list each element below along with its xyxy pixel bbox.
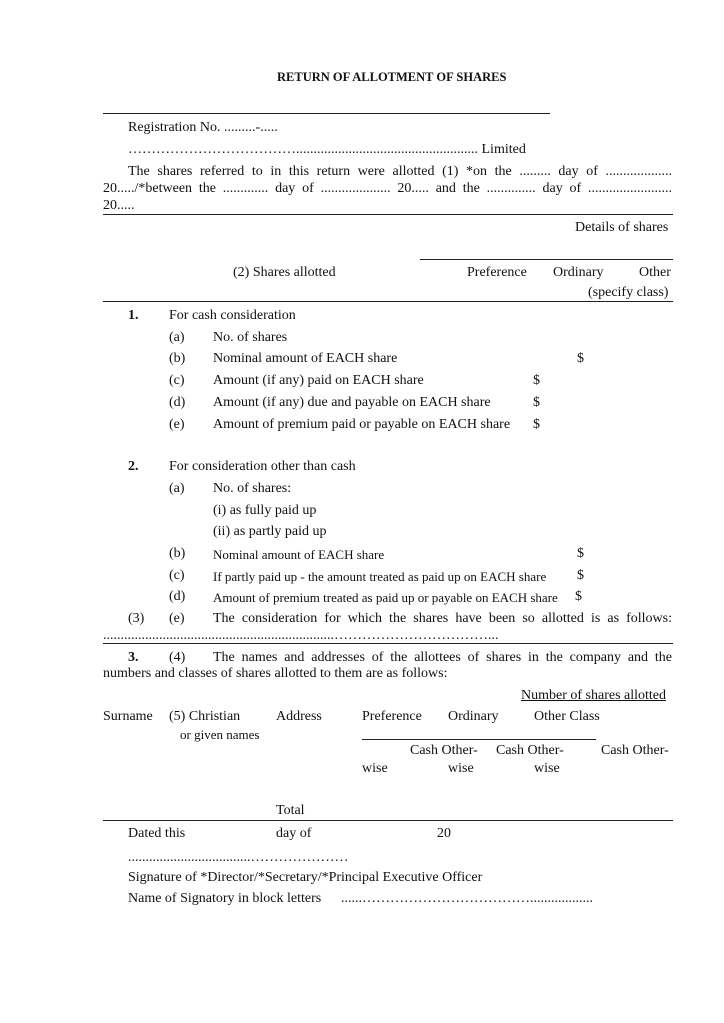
- cash-otherwise-ordinary: Cash Other-: [496, 743, 564, 758]
- dollar-sign: $: [577, 351, 584, 366]
- year-prefix: 20: [437, 826, 451, 841]
- item-letter: (d): [169, 395, 186, 410]
- section-2-number: 2.: [128, 459, 139, 474]
- item-letter: (e): [169, 417, 185, 432]
- dated-this-label: Dated this: [128, 826, 186, 841]
- column-specify-class: (specify class): [588, 285, 669, 300]
- item-letter: (a): [169, 330, 185, 345]
- divider-details: [103, 214, 673, 215]
- footnote-4-ref: (4): [169, 650, 186, 665]
- signature-line: ...................................…………………: [128, 850, 349, 865]
- day-of-label: day of: [276, 826, 312, 841]
- signature-label: Signature of *Director/*Secretary/*Principal Executive Officer: [128, 870, 483, 885]
- dollar-sign: $: [577, 568, 584, 583]
- item-letter: (d): [169, 589, 186, 604]
- signatory-name-line: ......………………………………..................: [341, 891, 593, 906]
- dollar-sign: $: [533, 395, 540, 410]
- wise-preference: wise: [362, 761, 388, 776]
- column-ordinary: Ordinary: [448, 709, 499, 724]
- divider-table-head: [103, 301, 673, 302]
- section-3-number: 3.: [128, 650, 139, 665]
- item-text: Amount (if any) paid on EACH share: [213, 373, 424, 388]
- divider-section-3: [103, 643, 673, 644]
- footnote-3-ref: (3): [128, 611, 145, 626]
- wise-ordinary: wise: [448, 761, 474, 776]
- item-letter: (b): [169, 351, 186, 366]
- item-text: No. of shares: [213, 330, 288, 345]
- intro-line-1: The shares referred to in this return were allotted (1) *on the ......... day of ...................: [128, 164, 672, 179]
- number-of-shares-allotted: Number of shares allotted: [521, 688, 667, 703]
- intro-line-2: 20...../*between the ............. day of .................... 20..... and the .............. day of ........................: [103, 181, 672, 196]
- wise-other: wise: [534, 761, 560, 776]
- consideration-dots: ..................................................................……………………………...: [103, 628, 499, 643]
- column-preference: Preference: [362, 709, 422, 724]
- section-2-heading: For consideration other than cash: [169, 459, 356, 474]
- column-given-names: or given names: [180, 727, 260, 742]
- cash-otherwise-preference: Cash Other-: [410, 743, 478, 758]
- shares-allotted-label: (2) Shares allotted: [233, 265, 336, 280]
- allottees-text-line-2: numbers and classes of shares allotted to them are as follows:: [103, 666, 448, 681]
- item-text: Nominal amount of EACH share: [213, 351, 398, 366]
- partly-paid-up: (ii) as partly paid up: [213, 524, 327, 539]
- column-christian-names: (5) Christian: [169, 709, 241, 724]
- intro-line-3: 20.....: [103, 198, 135, 213]
- page-title: RETURN OF ALLOTMENT OF SHARES: [277, 70, 507, 84]
- share-columns-divider: [362, 739, 596, 740]
- item-letter: (b): [169, 546, 186, 561]
- item-text: Amount of premium paid or payable on EACH share: [213, 417, 511, 432]
- item-text: If partly paid up - the amount treated as paid up on EACH share: [213, 569, 547, 584]
- column-ordinary: Ordinary: [553, 265, 604, 280]
- column-other-class: Other Class: [534, 709, 600, 724]
- signatory-name-label: Name of Signatory in block letters: [128, 891, 322, 906]
- item-text: Nominal amount of EACH share: [213, 547, 385, 562]
- column-address: Address: [276, 709, 322, 724]
- dollar-sign: $: [575, 589, 582, 604]
- item-letter: (e): [169, 611, 185, 626]
- item-letter: (c): [169, 568, 185, 583]
- section-1-heading: For cash consideration: [169, 308, 296, 323]
- total-label: Total: [276, 803, 305, 818]
- top-divider: [103, 113, 550, 114]
- item-text: Amount of premium treated as paid up or payable on EACH share: [213, 590, 558, 605]
- column-preference: Preference: [467, 265, 527, 280]
- cash-otherwise-other: Cash Other-: [601, 743, 669, 758]
- column-other: Other: [639, 265, 671, 280]
- item-letter: (a): [169, 481, 185, 496]
- fully-paid-up: (i) as fully paid up: [213, 503, 317, 518]
- dollar-sign: $: [577, 546, 584, 561]
- company-name-line: ……………………………….................................................... Limited: [128, 142, 526, 157]
- columns-overline: [420, 259, 673, 260]
- section-1-number: 1.: [128, 308, 139, 323]
- dollar-sign: $: [533, 417, 540, 432]
- dollar-sign: $: [533, 373, 540, 388]
- allottees-text-line-1: The names and addresses of the allottees of shares in the company and the: [213, 650, 672, 665]
- item-text: Amount (if any) due and payable on EACH share: [213, 395, 491, 410]
- divider-footer: [103, 820, 673, 821]
- details-of-shares-heading: Details of shares: [575, 220, 669, 235]
- registration-number: Registration No. .........-.....: [128, 120, 278, 135]
- item-letter: (c): [169, 373, 185, 388]
- item-text: No. of shares:: [213, 481, 292, 496]
- column-surname: Surname: [103, 709, 153, 724]
- consideration-text: The consideration for which the shares have been so allotted is as follows:: [213, 611, 672, 626]
